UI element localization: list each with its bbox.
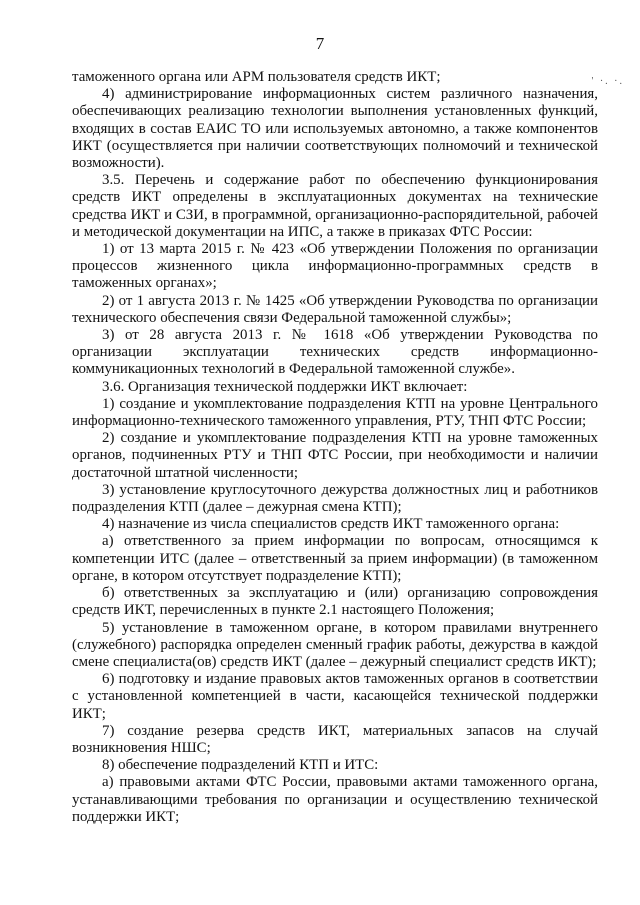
paragraph: 2) создание и укомплектование подразделения КТП на уровне таможенных органов, подчиненных РТУ и ТНП ФТС России, при необходимости и наличии достаточной штатной численности; (72, 430, 598, 481)
paragraph: 4) назначение из числа специалистов средств ИКТ таможенного органа: (102, 516, 560, 533)
document-body (72, 69, 598, 826)
scan-mark: ' ·. ·. (591, 76, 624, 87)
paragraph: б) ответственных за эксплуатацию и (или) организацию сопровождения средств ИКТ, перечисленных в пункте 2.1 настоящего Положения; (72, 585, 598, 619)
paragraph: 2) от 1 августа 2013 г. № 1425 «Об утверждении Руководства по организации технического обеспечения связи Федеральной таможенной службы»; (72, 292, 598, 326)
page-number: 7 (315, 34, 325, 53)
paragraph: 6) подготовку и издание правовых актов таможенных органов в соответствии с установленной компетенцией в части, касающейся технической поддержки ИКТ; (72, 671, 598, 722)
paragraph: 3.6. Организация технической поддержки ИКТ включает: (102, 378, 468, 395)
paragraph: таможенного органа или АРМ пользователя средств ИКТ; (72, 69, 441, 85)
paragraph: 8) обеспечение подразделений КТП и ИТС: (102, 757, 379, 774)
paragraph: 1) от 13 марта 2015 г. № 423 «Об утверждении Положения по организации процессов жизненного цикла информационно-программных средств в таможенных органах»; (72, 241, 598, 292)
paragraph: 3) установление круглосуточного дежурства должностных лиц и работников подразделения КТП (далее – дежурная смена КТП); (72, 481, 598, 516)
paragraph: а) ответственного за прием информации по вопросам, относящимся к компетенции ИТС (далее – ответственный за прием информации) (в таможенном органе, в котором отсутствует подразделение КТП); (72, 533, 598, 584)
paragraph: 7) создание резерва средств ИКТ, материальных запасов на случай возникновения НШС; (72, 722, 598, 756)
paragraph: 1) создание и укомплектование подразделения КТП на уровне Центрального информационно-технического таможенного управления, РТУ, ТНП ФТС России; (72, 395, 598, 430)
paragraph: а) правовыми актами ФТС России, правовыми актами таможенного органа, устанавливающими требования по организации и осуществлению технической поддержки ИКТ; (72, 774, 598, 825)
paragraph: 4) администрирование информационных систем различного назначения, обеспечивающих реализацию технологии выполнения установленных функций, входящих в состав ЕАИС ТО или используемых автономно, а также компонентов ИКТ (осуществляется при наличии соответствующих полномочий и технической возможности). (72, 86, 598, 172)
paragraph: 5) установление в таможенном органе, в котором правилами внутреннего (служебного) распорядка определен сменный график работы, дежурства в каждой смене специалиста(ов) средств ИКТ (далее – дежурный специалист средств ИКТ); (72, 619, 598, 670)
paragraph: 3) от 28 августа 2013 г. № 1618 «Об утверждении Руководства по организации эксплуатации технических средств информационно-коммуникационных технологий в Федеральной таможенной службе». (72, 327, 598, 378)
paragraph: 3.5. Перечень и содержание работ по обеспечению функционирования средств ИКТ определены в эксплуатационных документах на технические средства ИКТ и СЗИ, в программной, организационно-распорядительной, рабочей и методической документации на ИПС, а также в приказах ФТС России: (72, 172, 598, 240)
